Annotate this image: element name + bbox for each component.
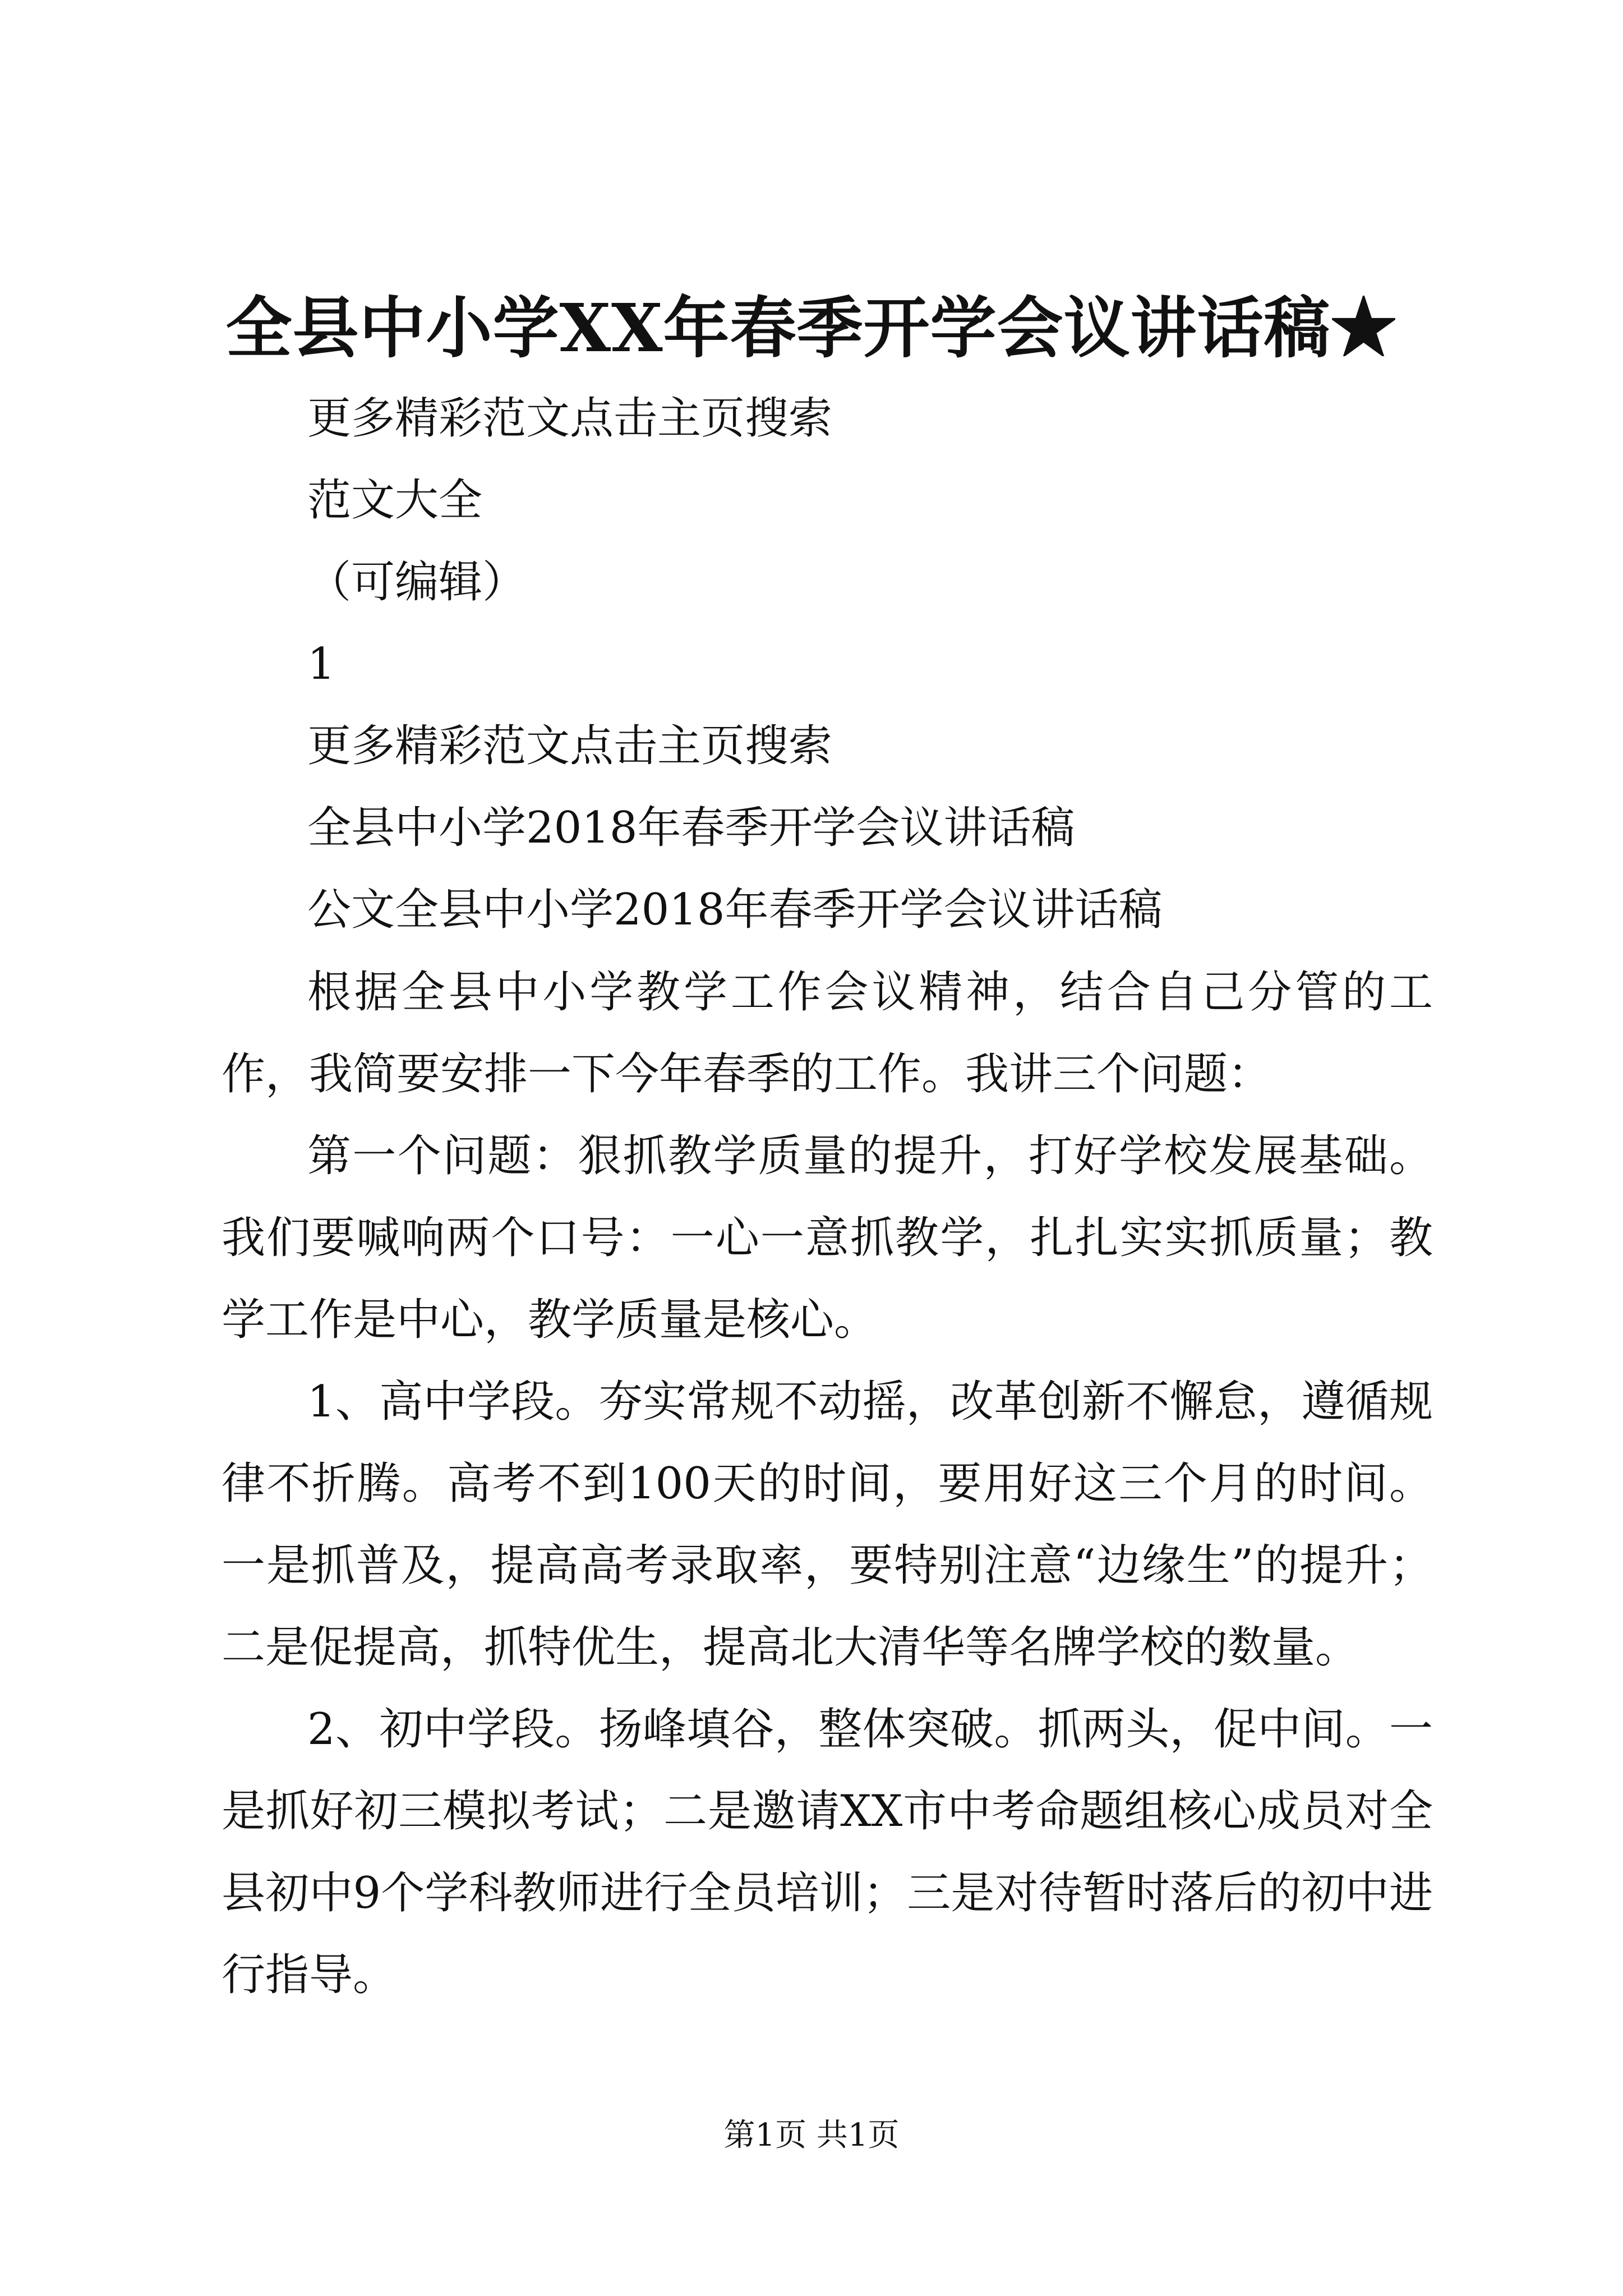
header-line: 1	[307, 639, 335, 689]
body-paragraph: 1、高中学段。夯实常规不动摇，改革创新不懈怠，遵循规律不折腾。高考不到100天的时间，要用好这三个月的时间。一是抓普及，提高高考录取率，要特别注意“边缘生”的提升；二是促提高，抓特优生，提高北大清华等名牌学校的数量。	[222, 1377, 1433, 1673]
header-line: 更多精彩范文点击主页搜索	[307, 721, 833, 771]
header-line: 更多精彩范文点击主页搜索	[307, 393, 833, 444]
header-line: 全县中小学2018年春季开学会议讲话稿	[307, 803, 1075, 853]
document-title: 全县中小学XX年春季开学会议讲话稿★	[225, 289, 1398, 367]
header-line: 范文大全	[307, 475, 483, 526]
header-line: （可编辑）	[307, 557, 527, 608]
body-paragraph: 2、初中学段。扬峰填谷，整体突破。抓两头，促中间。一是抓好初三模拟考试；二是邀请XX市中考命题组核心成员对全县初中9个学科教师进行全员培训；三是对待暂时落后的初中进行指导。	[222, 1704, 1433, 2000]
body-paragraph: 第一个问题：狠抓教学质量的提升，打好学校发展基础。我们要喊响两个口号：一心一意抓教学，扎扎实实抓质量；教学工作是中心，教学质量是核心。	[222, 1131, 1433, 1345]
page-footer: 第1页 共1页	[723, 2117, 900, 2154]
body-paragraph: 根据全县中小学教学工作会议精神，结合自己分管的工作，我简要安排一下今年春季的工作。我讲三个问题：	[222, 967, 1433, 1099]
header-line: 公文全县中小学2018年春季开学会议讲话稿	[307, 885, 1163, 935]
